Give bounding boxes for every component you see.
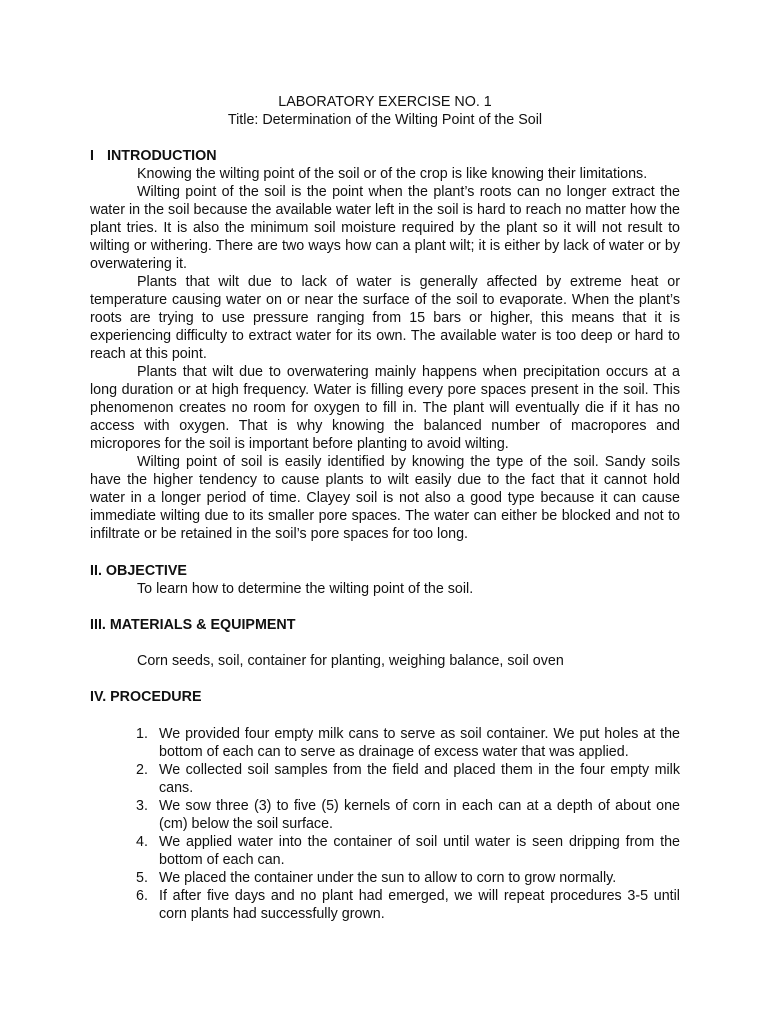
procedure-step [90,869,680,887]
step-number: 4. [136,834,148,850]
objective-heading: II. OBJECTIVE [90,563,187,579]
procedure-list [90,725,680,923]
step-text: We applied water into the container of soil until water is seen dripping from the bottom of each can. [159,834,680,868]
step-number: 6. [136,888,148,904]
intro-paragraph: Wilting point of soil is easily identified by knowing the type of the soil. Sandy soils have the higher tendency to cause plants to wilt easily due to the fact that it cannot hold water in a longer period of time. Clayey soil is not also a good type because it can cause immediate wilting due to its smaller pore spaces. The water can either be blocked and not to infiltrate or be retained in the soil’s pore spaces for too long. [90,454,680,542]
procedure-heading: IV. PROCEDURE [90,689,202,705]
step-number: 2. [136,762,148,778]
introduction-heading [90,147,680,165]
step-text: We sow three (3) to five (5) kernels of corn in each can at a depth of about one (cm) below the soil surface. [159,798,680,832]
procedure-step [90,797,680,833]
procedure-step [90,833,680,869]
intro-paragraph: Wilting point of the soil is the point when the plant’s roots can no longer extract the water in the soil because the available water left in the soil is hard to reach no matter how the plant tries. It is also the minimum soil moisture required by the plant so it will not result to wilting or withering. There are two ways how can a plant wilt; it is either by lack of water or by overwatering it. [90,184,680,272]
intro-paragraph: Plants that wilt due to lack of water is generally affected by extreme heat or temperature causing water on or near the surface of the soil to evaporate. When the plant’s roots are trying to use pressure ranging from 15 bars or higher, this means that it is experiencing difficulty to extract water for its own. The available water is too deep or hard to reach at this point. [90,274,680,362]
intro-paragraph: Plants that wilt due to overwatering mainly happens when precipitation occurs at a long duration or at high frequency. Water is filling every pore spaces present in the soil. This phenomenon creates no room for oxygen to fill in. The plant will eventually die if it has no access with oxygen. That is why knowing the balanced number of macropores and micropores for the soil is important before planting to avoid wilting. [90,364,680,452]
document-title: Title: Determination of the Wilting Point of the Soil [227,112,543,128]
section-numeral: I [90,148,94,164]
procedure-step [90,761,680,797]
materials-text: Corn seeds, soil, container for planting, weighing balance, soil oven [137,653,564,669]
procedure-step [90,725,680,761]
step-number: 1. [136,726,148,742]
intro-paragraph: Knowing the wilting point of the soil or of the crop is like knowing their limitations. [137,166,648,182]
materials-heading: III. MATERIALS & EQUIPMENT [90,617,296,633]
section-heading-text: INTRODUCTION [107,148,217,164]
objective-text: To learn how to determine the wilting point of the soil. [137,581,474,597]
step-text: We collected soil samples from the field and placed them in the four empty milk cans. [159,762,680,796]
step-number: 5. [136,870,148,886]
step-text: We placed the container under the sun to allow to corn to grow normally. [159,870,617,886]
step-text: We provided four empty milk cans to serve as soil container. We put holes at the bottom of each can to serve as drainage of excess water that was applied. [159,726,680,760]
step-number: 3. [136,798,148,814]
procedure-step [90,887,680,923]
exercise-title: LABORATORY EXERCISE NO. 1 [278,94,492,110]
step-text: If after five days and no plant had emerged, we will repeat procedures 3-5 until corn plants had successfully grown. [159,888,680,922]
